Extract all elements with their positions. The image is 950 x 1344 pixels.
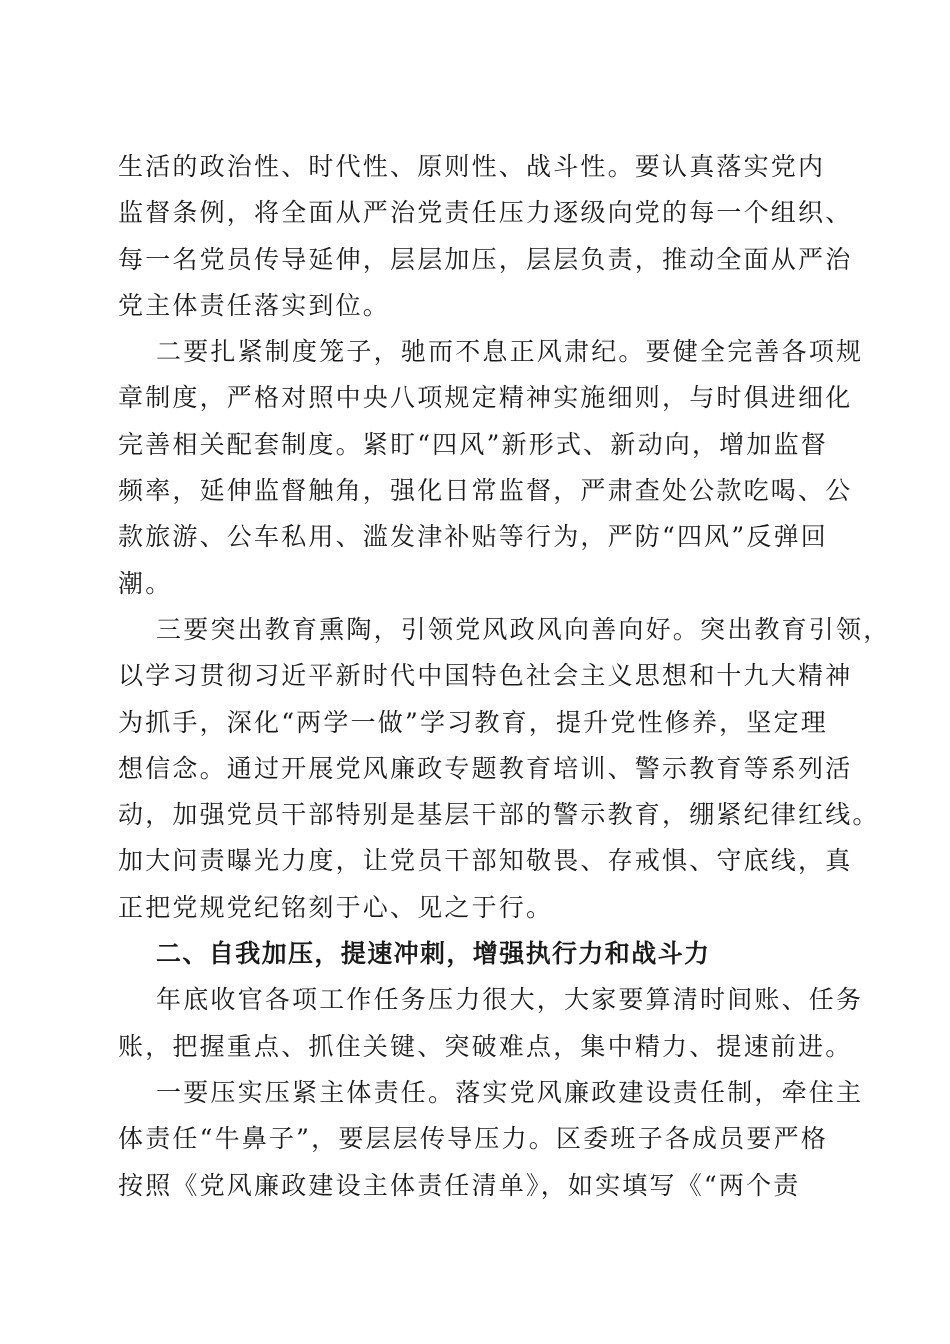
paragraph-start-line: 三要突出教育熏陶，引领党风政风向善向好。突出教育引领， xyxy=(156,614,891,644)
paragraph-start-line: 二要扎紧制度笼子，驰而不息正风肃纪。要健全完善各项规 xyxy=(156,337,864,367)
text-line: 党主体责任落实到位。 xyxy=(118,290,391,320)
text-line: 章制度，严格对照中央八项规定精神实施细则，与时俱进细化 xyxy=(118,383,853,413)
text-line: 生活的政治性、时代性、原则性、战斗性。要认真落实党内 xyxy=(118,152,826,181)
paragraph-start-line: 一要压实压紧主体责任。落实党风廉政建设责任制，牵住主 xyxy=(156,1077,864,1107)
text-line: 潮。 xyxy=(118,568,173,598)
section-heading: 二、自我加压，提速冲刺，增强执行力和战斗力 xyxy=(156,939,711,969)
text-line: 账，把握重点、抓住关键、突破难点，集中精力、提速前进。 xyxy=(118,1031,853,1061)
text-line: 款旅游、公车私用、滥发津补贴等行为，严防“四风”反弹回 xyxy=(118,522,828,552)
text-line: 监督条例，将全面从严治党责任压力逐级向党的每一个组织、 xyxy=(118,198,853,228)
text-line: 想信念。通过开展党风廉政专题教育培训、警示教育等系列活 xyxy=(118,753,853,783)
paragraph-start-line: 年底收官各项工作任务压力很大，大家要算清时间账、任务 xyxy=(156,985,864,1015)
text-line: 频率，延伸监督触角，强化日常监督，严肃查处公款吃喝、公 xyxy=(118,476,853,506)
text-line: 按照《党风廉政建设主体责任清单》，如实填写《“两个责 xyxy=(118,1170,801,1200)
document-body xyxy=(118,144,891,1209)
text-line: 每一名党员传导延伸，层层加压，层层负责，推动全面从严治 xyxy=(118,244,853,274)
text-line: 以学习贯彻习近平新时代中国特色社会主义思想和十九大精神 xyxy=(118,661,853,691)
text-line: 体责任“牛鼻子”，要层层传导压力。区委班子各成员要严格 xyxy=(118,1124,828,1154)
text-line: 动，加强党员干部特别是基层干部的警示教育，绷紧纪律红线。 xyxy=(118,800,880,830)
text-line: 正把党规党纪铭刻于心、见之于行。 xyxy=(118,892,554,922)
text-line: 加大问责曝光力度，让党员干部知敬畏、存戒惧、守底线，真 xyxy=(118,846,853,876)
text-line: 为抓手，深化“两学一做”学习教育，提升党性修养，坚定理 xyxy=(118,707,828,737)
text-line: 完善相关配套制度。紧盯“四风”新形式、新动向，增加监督 xyxy=(118,429,828,459)
